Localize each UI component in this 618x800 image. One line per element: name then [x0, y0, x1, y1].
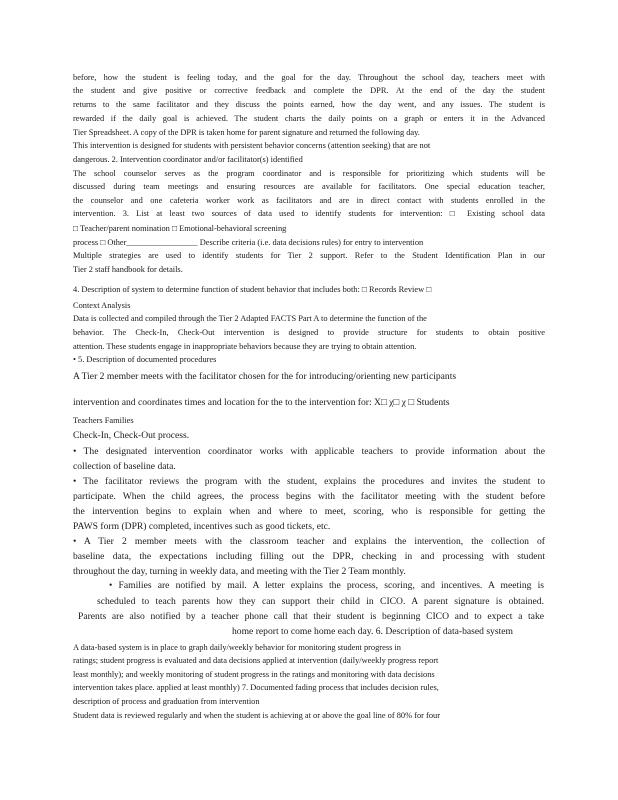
text-line: home report to come home each day. 6. Description of data-based system [232, 626, 513, 637]
text-line: Multiple strategies are used to identify students for Tier 2 support. Refer to the Student Identification Plan in our [73, 251, 545, 260]
text-line: • A Tier 2 member meets with the classroom teacher and explains the intervention, the collection of [73, 536, 545, 547]
text-line: • The facilitator reviews the program with the student, explains the procedures and invites the student to [73, 476, 545, 487]
text-line: dangerous. 2. Intervention coordinator and/or facilitator(s) identified [73, 155, 303, 164]
text-line: returns to the same facilitator and they discuss the points earned, how the day went, and any issues. The student is [73, 100, 545, 109]
text-line: 4. Description of system to determine function of student behavior that includes both: □ Records Review □ [73, 285, 432, 294]
text-line: □ Teacher/parent nomination □ Emotional-behavioral screening [73, 224, 287, 233]
text-line: participate. When the child agrees, the process begins with the facilitator meeting with the student before [73, 491, 545, 502]
text-line: A Tier 2 member meets with the facilitator chosen for the for introducing/orienting new participants [73, 371, 457, 382]
text-line: The school counselor serves as the program coordinator and is responsible for prioritizing which students will be [73, 169, 545, 178]
text-line: • 5. Description of documented procedures [73, 355, 217, 364]
text-line: A data-based system is in place to graph daily/weekly behavior for monitoring student progress in [73, 643, 401, 652]
text-line: • The designated intervention coordinator works with applicable teachers to provide information about the [73, 446, 545, 457]
text-line: Data is collected and compiled through the Tier 2 Adapted FACTS Part A to determine the function of the [73, 314, 427, 323]
text-line: throughout the day, turning in weekly data, and meeting with the Tier 2 Team monthly. [73, 566, 406, 577]
text-line: Tier Spreadsheet. A copy of the DPR is taken home for parent signature and returned the following day. [73, 128, 420, 137]
text-line: the counselor and one cafeteria worker work as facilitators and are in direct contact with students enrolled in the [73, 196, 545, 205]
text-line: PAWS form (DPR) completed, incentives such as good tickets, etc. [73, 521, 331, 532]
text-line: intervention. 3. List at least two sources of data used to identify students for intervention: □ Existing school data [73, 209, 545, 218]
text-line: scheduled to teach parents how they can support their child in CICO. A parent signature is obtained. [97, 596, 544, 607]
text-line: Student data is reviewed regularly and when the student is achieving at or above the goal line of 80% for four [73, 711, 440, 720]
text-line: Tier 2 staff handbook for details. [73, 265, 183, 274]
text-line: attention. These students engage in inappropriate behaviors because they are trying to obtain attention. [73, 342, 417, 351]
text-line: Parents are also notified by a teacher phone call that their student is beginning CICO and to expect a take [78, 611, 544, 622]
text-line: intervention takes place. applied at least monthly) 7. Documented fading process that includes decision rules, [73, 683, 439, 692]
text-line: ratings; student progress is evaluated and data decisions applied at intervention (daily/weekly progress report [73, 656, 439, 665]
text-line: least monthly); and weekly monitoring of student progress in the ratings and monitoring with data decisions [73, 670, 435, 679]
text-line: Teachers Families [73, 416, 134, 425]
text-line: rewarded if the daily goal is achieved. The student charts the daily points on a graph or enters it in the Advanced [73, 114, 545, 123]
text-line: discussed during team meetings and ensuring resources are available for facilitators. One special education teacher, [73, 182, 545, 191]
text-line: the intervention begins to explain when and where to meet, scoring, who is responsible for getting the [73, 506, 545, 517]
text-line: process □ Other_________________ Describe criteria (i.e. data decisions rules) for entry to intervention [73, 238, 424, 247]
text-line: intervention and coordinates times and location for the to the intervention for: X□ χ□ χ □ Students [73, 397, 450, 408]
text-line: the student and give positive or corrective feedback and complete the DPR. At the end of the day the student [73, 86, 545, 95]
text-line: behavior. The Check-In, Check-Out intervention is designed to provide structure for students to obtain positive [73, 328, 545, 337]
text-line: description of process and graduation from intervention [73, 697, 260, 706]
text-line: Context Analysis [73, 301, 131, 310]
text-line: Check-In, Check-Out process. [73, 430, 190, 441]
text-line: baseline data, the expectations including filling out the DPR, checking in and processing with student [73, 551, 545, 562]
text-line: • Families are notified by mail. A letter explains the process, scoring, and incentives. A meeting is [109, 580, 544, 591]
text-line: This intervention is designed for students with persistent behavior concerns (attention seeking) that are not [73, 141, 431, 150]
text-line: before, how the student is feeling today, and the goal for the day. Throughout the school day, teachers meet with [73, 73, 545, 82]
text-line: collection of baseline data. [73, 461, 176, 472]
